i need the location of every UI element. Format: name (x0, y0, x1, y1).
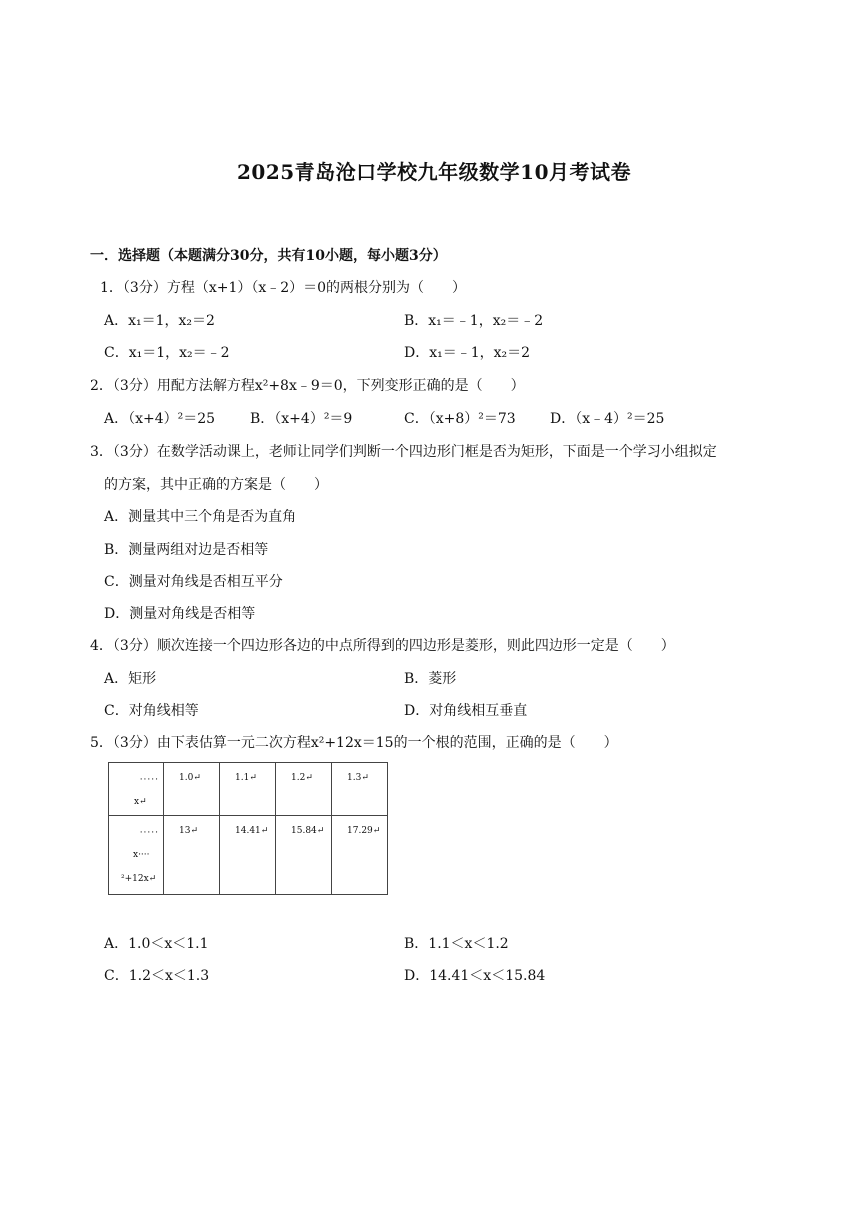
table-cell (220, 763, 276, 816)
table-cell-value: 14.41↵ (235, 826, 269, 836)
table-cell (164, 816, 220, 895)
table-row-expression (109, 816, 388, 895)
table-cell-value: 1.1↵ (235, 773, 257, 783)
question-3-option-c: C．测量对角线是否相互平分 (104, 574, 283, 590)
question-1-option-a: A．x₁＝1，x₂＝2 (104, 313, 215, 329)
table-cell-value: 1.0↵ (179, 773, 201, 783)
question-5-option-c: C．1.2＜x＜1.3 (104, 968, 210, 984)
question-2-option-a: A．（x+4）²＝25 (104, 411, 216, 427)
section-heading: 一．选择题（本题满分30分，共有10小题，每小题3分） (90, 248, 447, 264)
question-4-stem: 4．（3分）顺次连接一个四边形各边的中点所得到的四边形是菱形，则此四边形一定是（ ） (90, 638, 675, 654)
table-header-x (109, 763, 164, 816)
page-title: 2025青岛沧口学校九年级数学10月考试卷 (237, 160, 631, 184)
table-cell (276, 816, 332, 895)
question-1-stem: 1．（3分）方程（x+1）（x﹣2）＝0的两根分别为（ ） (100, 280, 467, 296)
question-4-option-c: C．对角线相等 (104, 703, 199, 719)
question-2-option-b: B．（x+4）²＝9 (250, 411, 353, 427)
table-dots: ····· (139, 828, 159, 838)
question-3-option-b: B．测量两组对边是否相等 (104, 542, 269, 558)
table-label-x: x↵ (134, 797, 147, 807)
table-cell (164, 763, 220, 816)
table-cell (220, 816, 276, 895)
question-1-option-b: B．x₁＝﹣1，x₂＝﹣2 (404, 313, 544, 329)
table-header-expression (109, 816, 164, 895)
question-4-option-d: D．对角线相互垂直 (404, 703, 528, 719)
question-1-option-c: C．x₁＝1，x₂＝﹣2 (104, 345, 230, 361)
table-cell (332, 763, 388, 816)
table-cell (332, 816, 388, 895)
value-table (108, 762, 388, 895)
question-3-stem-line-2: 的方案，其中正确的方案是（ ） (104, 477, 328, 493)
table-cell-value: 1.3↵ (347, 773, 369, 783)
question-5-option-a: A．1.0＜x＜1.1 (104, 936, 209, 952)
table-label-expression-2: ²+12x↵ (121, 874, 157, 884)
question-2-option-d: D．（x﹣4）²＝25 (550, 411, 665, 427)
question-3-stem-line-1: 3．（3分）在数学活动课上，老师让同学们判断一个四边形门框是否为矩形，下面是一个学习小组拟定 (90, 444, 717, 460)
question-5-option-d: D．14.41＜x＜15.84 (404, 968, 546, 984)
table-cell (276, 763, 332, 816)
question-5-option-b: B．1.1＜x＜1.2 (404, 936, 509, 952)
question-2-option-c: C．（x+8）²＝73 (404, 411, 516, 427)
question-1-option-d: D．x₁＝﹣1，x₂＝2 (404, 345, 531, 361)
question-4-option-a: A．矩形 (104, 671, 157, 687)
table-dots: ····· (139, 775, 159, 785)
question-5-stem: 5．（3分）由下表估算一元二次方程x²+12x＝15的一个根的范围，正确的是（ ） (90, 735, 618, 751)
table-label-expression-1: x···· (133, 850, 150, 860)
table-cell-value: 17.29↵ (347, 826, 381, 836)
question-4-option-b: B．菱形 (404, 671, 457, 687)
table-row-x (109, 763, 388, 816)
question-3-option-d: D．测量对角线是否相等 (104, 606, 256, 622)
question-2-stem: 2．（3分）用配方法解方程x²+8x﹣9＝0，下列变形正确的是（ ） (90, 378, 525, 394)
table-cell-value: 15.84↵ (291, 826, 325, 836)
table-cell-value: 1.2↵ (291, 773, 313, 783)
table-cell-value: 13↵ (179, 826, 198, 836)
question-3-option-a: A．测量其中三个角是否为直角 (104, 509, 297, 525)
